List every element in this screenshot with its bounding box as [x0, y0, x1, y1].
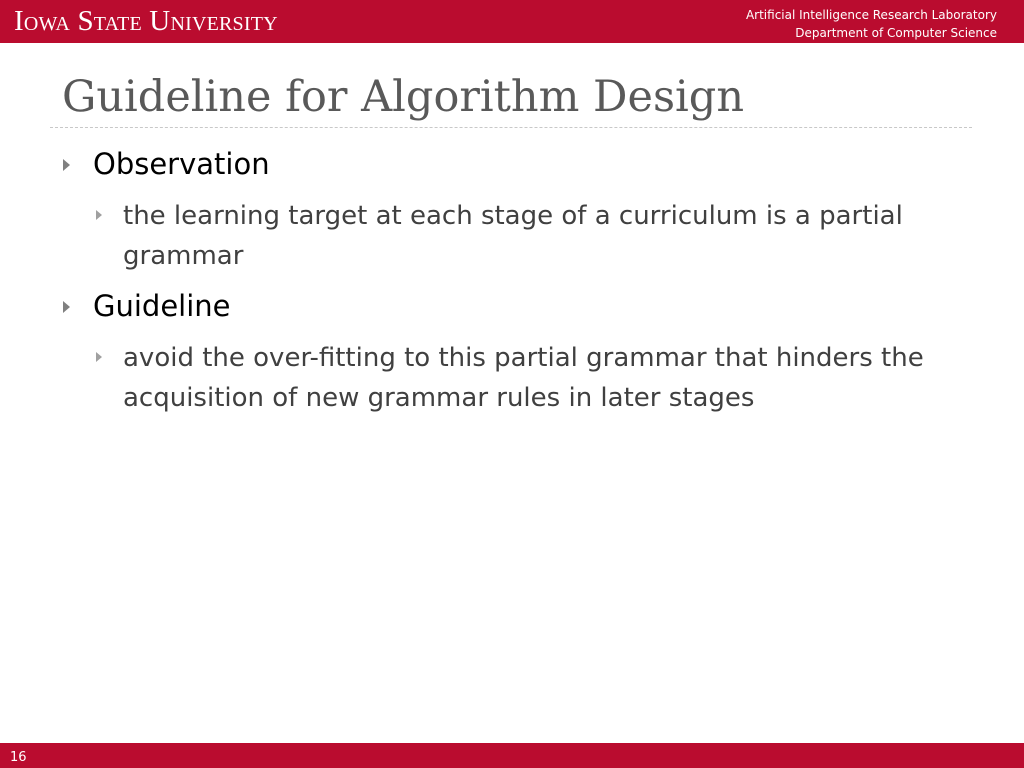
bullet-guideline: Guideline: [93, 289, 231, 323]
sub-bullet-guideline: avoid the over-fitting to this partial grammar that hinders the acquisition of new grammar rules in later stages: [123, 343, 924, 413]
university-name: Iowa State University: [14, 5, 278, 37]
bullet-arrow-icon: [63, 159, 70, 171]
header-bar: [0, 0, 1024, 43]
footer-bar: [0, 743, 1024, 768]
department-name: Department of Computer Science: [795, 26, 997, 40]
sub-bullet-arrow-icon: [96, 210, 102, 220]
slide-number: 16: [10, 750, 27, 765]
sub-bullet-arrow-icon: [96, 352, 102, 362]
slide-title: Guideline for Algorithm Design: [62, 72, 745, 122]
sub-bullet-observation: the learning target at each stage of a curriculum is a partial grammar: [123, 201, 903, 271]
bullet-observation: Observation: [93, 147, 270, 181]
bullet-arrow-icon: [63, 301, 70, 313]
lab-name: Artificial Intelligence Research Laboratory: [745, 8, 997, 22]
title-divider: [50, 127, 972, 128]
header-affiliation: [746, 6, 997, 42]
